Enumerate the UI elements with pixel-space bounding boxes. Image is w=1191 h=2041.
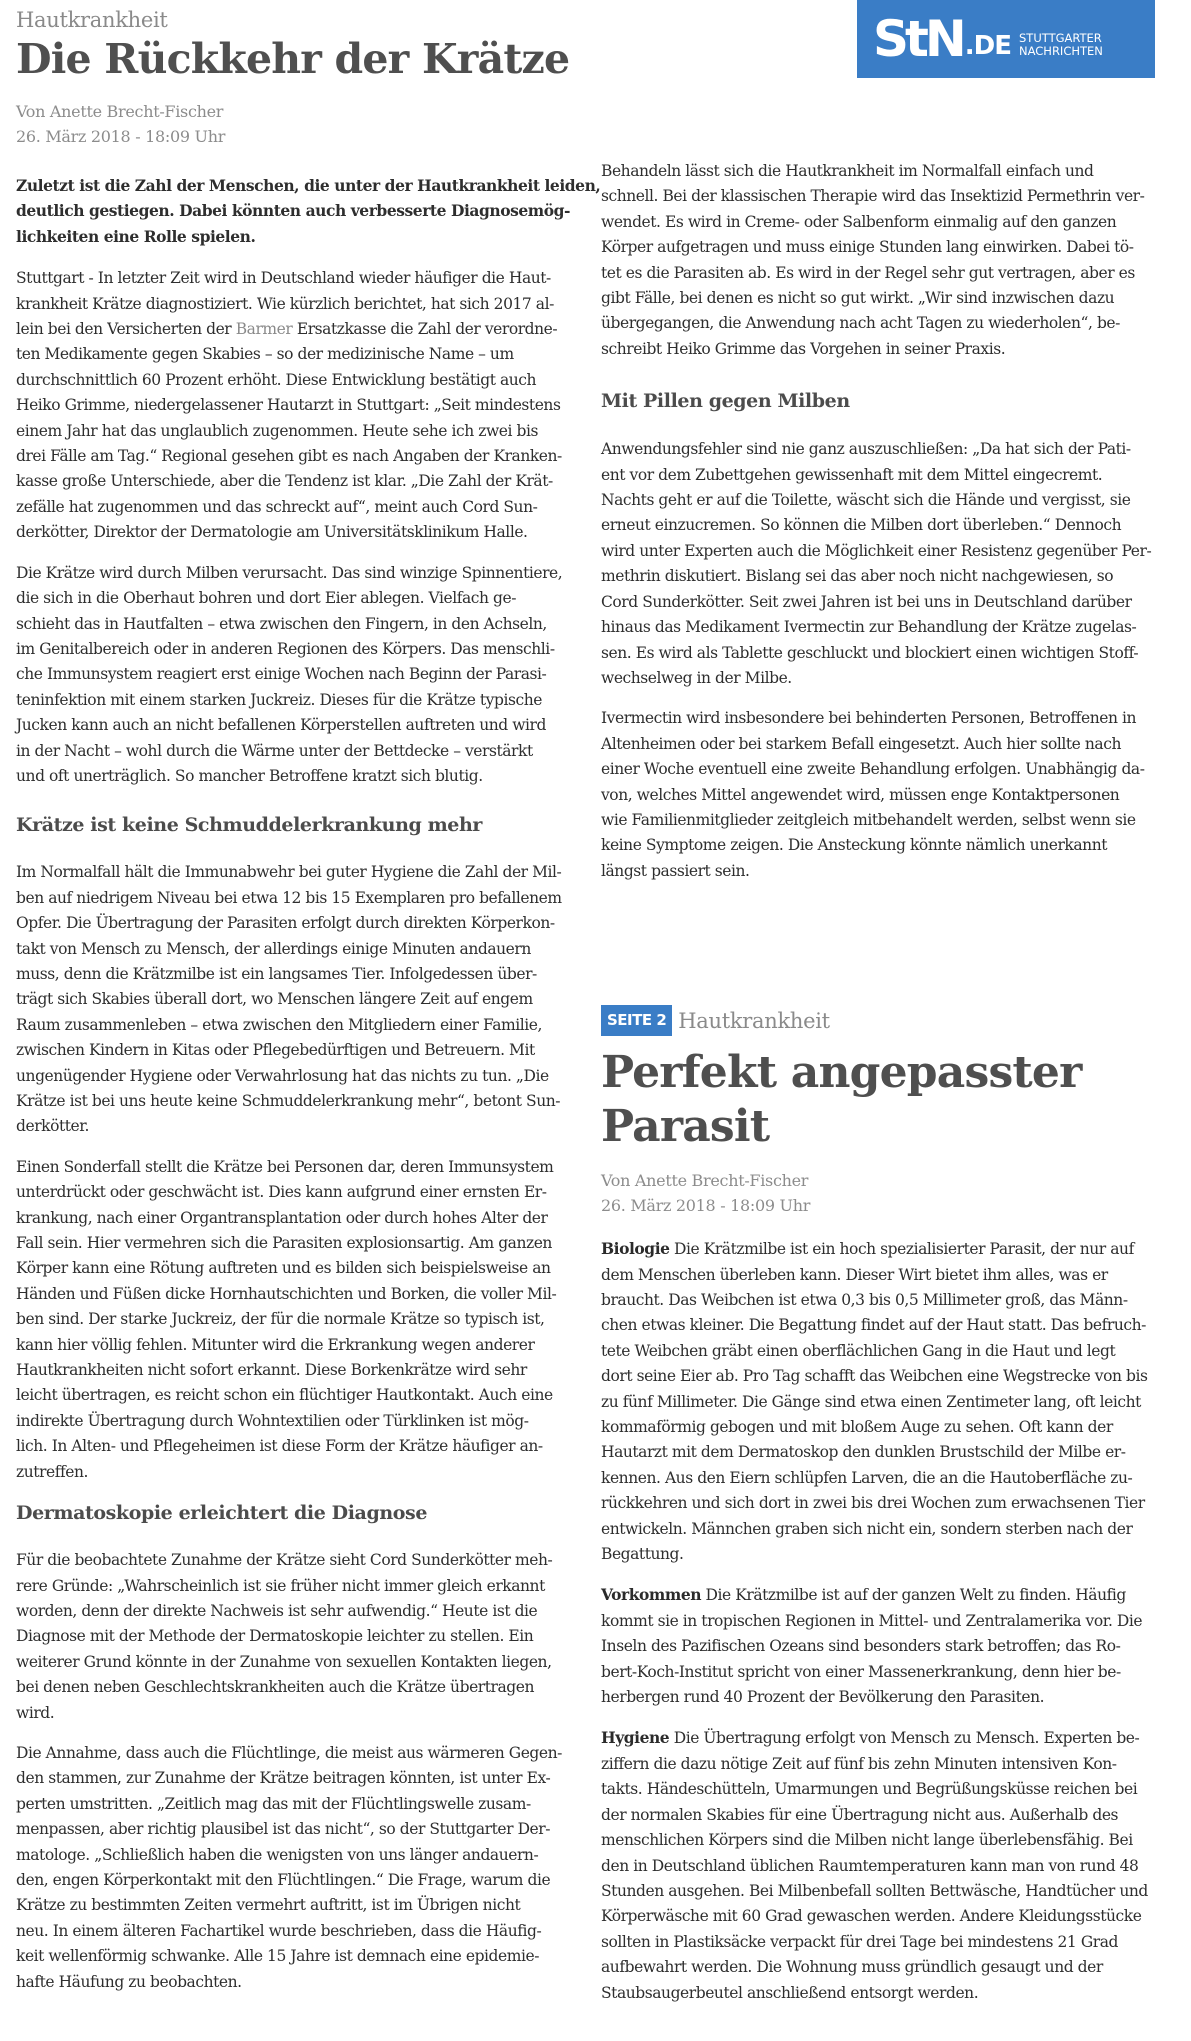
paragraph-line: derkötter. (16, 1117, 89, 1136)
paragraph-line: kommaförmig gebogen und mit bloßem Auge zu sehen. Oft kann der (601, 1418, 1113, 1436)
paragraph-line: trägt sich Skabies überall dort, wo Menschen längere Zeit auf engem (16, 990, 533, 1009)
paragraph-line: Anwendungsfehler sind nie ganz auszuschließen: „Da hat sich der Pati- (601, 440, 1131, 459)
paragraph-line: schreibt Heiko Grimme das Vorgehen in seiner Praxis. (601, 339, 1006, 358)
paragraph-line: einer Woche eventuell eine zweite Behandlung erfolgen. Unabhängig da- (601, 760, 1145, 779)
paragraph-line: che Immunsystem reagiert erst einige Wochen nach Beginn der Parasi- (16, 665, 547, 684)
paragraph-line: Hautarzt mit dem Dermatoskop den dunklen Brustschild der Milbe er- (601, 1443, 1126, 1462)
text-fragment: lein bei den Versicherten der (16, 320, 236, 339)
paragraph-lines (601, 1752, 1171, 2006)
logo-name-line2: NACHRICHTEN (1019, 44, 1103, 58)
paragraph-line: takts. Händeschütteln, Umarmungen und Begrüßungsküsse reichen bei (601, 1780, 1138, 1799)
paragraph-line: muss, denn die Krätzmilbe ist ein langsames Tier. Infolgedessen über- (16, 964, 537, 983)
paragraph-line: gibt Fälle, bei denen es nicht so gut wirkt. „Wir sind inzwischen dazu (601, 289, 1115, 308)
paragraph-line: in der Nacht – wohl durch die Wärme unter der Bettdecke – verstärkt (16, 741, 533, 760)
paragraph-line: perten umstritten. „Zeitlich mag das mit der Flüchtlingswelle zusam- (16, 1794, 531, 1813)
paragraph-line: den, engen Körperkontakt mit den Flüchtlingen.“ Die Frage, warum die (16, 1870, 551, 1889)
paragraph-line: wird unter Experten auch die Möglichkeit einer Resistenz gegenüber Per- (601, 541, 1152, 560)
subhead-schmuddelerkrankung: Krätze ist keine Schmuddelerkrankung mehr (16, 814, 483, 837)
paragraph-line: zutreffen. (16, 1462, 89, 1481)
article1-lead (16, 173, 601, 249)
paragraph-line: Zuletzt ist die Zahl der Menschen, die unter der Hautkrankheit leiden, (16, 176, 601, 195)
paragraph-line: ungenügender Hygiene oder Verwahrlosung hat das nichts zu tun. „Die (16, 1066, 549, 1085)
paragraph-line: Nachts geht er auf die Toilette, wäscht sich die Hände und vergisst, sie (601, 491, 1131, 510)
article2-title (601, 1046, 1171, 1154)
paragraph-line: ben sind. Der starke Juckreiz, der für die normale Krätze so typisch ist, (16, 1310, 545, 1329)
paragraph-line: Körper aufgetragen und muss einige Stunden lang einwirken. Dabei tö- (601, 238, 1134, 257)
paragraph-line: Händen und Füßen dicke Hornhautschichten und Borken, die voller Mil- (16, 1284, 557, 1303)
paragraph-line: dem Menschen überleben kann. Dieser Wirt bietet ihm alles, was er (601, 1265, 1108, 1284)
paragraph-line: derkötter, Direktor der Dermatologie am Universitätsklinikum Halle. (16, 523, 528, 542)
paragraph-line: ben auf niedrigem Niveau bei etwa 12 bis 15 Exemplaren pro befallenem (16, 888, 562, 907)
paragraph-line: Körperwäsche mit 60 Grad gewaschen werden. Andere Kleidungsstücke (601, 1907, 1142, 1926)
paragraph-line: von, welches Mittel angewendet wird, müssen enge Kontaktpersonen (601, 785, 1120, 804)
paragraph-line: ten Medikamente gegen Skabies – so der medizinische Name – um (16, 345, 514, 364)
paragraph-line: Stunden ausgehen. Bei Milbenbefall sollten Bettwäsche, Handtücher und (601, 1881, 1148, 1900)
paragraph-line: hinaus das Medikament Ivermectin zur Behandlung der Krätze zugelas- (601, 618, 1137, 637)
left-column (16, 0, 601, 2010)
paragraph-line: Die Krätze wird durch Milben verursacht. Das sind winzige Spinnentiere, (16, 563, 563, 582)
paragraph-line: Altenheimen oder bei starkem Befall eingesetzt. Auch hier sollte nach (601, 734, 1121, 753)
paragraph-line: schieht das in Hautfalten – etwa zwischen den Fingern, in den Achseln, (16, 614, 547, 633)
page-badge: SEITE 2 (601, 1005, 672, 1036)
paragraph-line: Inseln des Pazifischen Ozeans sind besonders stark betroffen; das Ro- (601, 1637, 1121, 1656)
paragraph-line: einem Jahr hat das unglaublich zugenommen. Heute sehe ich zwei bis (16, 421, 538, 440)
occurrence-paragraph (601, 1582, 1171, 1710)
paragraph-line: matologe. „Schließlich haben die wenigsten von uns länger andauern- (16, 1845, 539, 1864)
article1-paragraph-9 (601, 706, 1171, 884)
paragraph-line: neu. In einem älteren Fachartikel wurde beschrieben, dass die Häufig- (16, 1921, 542, 1940)
paragraph-line: im Genitalbereich oder in anderen Regionen des Körpers. Das menschli- (16, 639, 555, 658)
paragraph-line: Ivermectin wird insbesondere bei behinderten Personen, Betroffenen in (601, 709, 1136, 728)
paragraph-lines (16, 342, 586, 545)
article1-paragraph-6 (16, 1741, 586, 1995)
paragraph-line: zu fünf Millimeter. Die Gänge sind etwa einen Zentimeter lang, oft leicht (601, 1392, 1141, 1411)
paragraph-line: Staubsaugerbeutel anschließend entsorgt werden. (601, 1983, 979, 2002)
paragraph-line: lichkeiten eine Rolle spielen. (16, 226, 256, 246)
paragraph-line: krankheit Krätze diagnostiziert. Wie kürzlich berichtet, hat sich 2017 al- (16, 294, 554, 313)
paragraph-line: worden, denn der direkte Nachweis ist sehr aufwendig.“ Heute ist die (16, 1601, 538, 1620)
paragraph-line: krankung, nach einer Organtransplantation oder durch hohes Alter der (16, 1208, 548, 1227)
article2-date: 26. März 2018 - 18:09 Uhr (601, 1196, 811, 1216)
paragraph-line: Krätze ist bei uns heute keine Schmuddelerkrankung mehr“, betont Sun- (16, 1092, 561, 1110)
paragraph-line: Behandeln lässt sich die Hautkrankheit im Normalfall einfach und (601, 162, 1094, 180)
paragraph-line: rückkehren und sich dort in zwei bis drei Wochen zum erwachsenen Tier (601, 1494, 1145, 1513)
paragraph-line: bert-Koch-Institut spricht von einer Massenerkrankung, denn hier be- (601, 1662, 1121, 1681)
paragraph-line: Opfer. Die Übertragung der Parasiten erfolgt durch direkten Körperkon- (16, 914, 555, 933)
paragraph-line: aufbewahrt werden. Die Wohnung muss gründlich gesaugt und der (601, 1958, 1103, 1977)
paragraph-line: Diagnose mit der Methode der Dermatoskopie leichter zu stellen. Ein (16, 1627, 534, 1646)
article2-title-line2: Parasit (601, 1101, 770, 1153)
subhead-pillen: Mit Pillen gegen Milben (601, 390, 850, 413)
paragraph-line: ent vor dem Zubettgehen gewissenhaft mit dem Mittel eingecremt. (601, 465, 1103, 484)
paragraph-line: die sich in die Oberhaut bohren und dort Eier ablegen. Vielfach ge- (16, 589, 517, 608)
paragraph-line: kommt sie in tropischen Regionen in Mittel- und Zentralamerika vor. Die (601, 1611, 1143, 1630)
article1-paragraph-7 (601, 159, 1171, 362)
paragraph-line: Cord Sunderkötter. Seit zwei Jahren ist bei uns in Deutschland darüber (601, 592, 1132, 611)
paragraph-line: zefälle hat zugenommen und das schreckt auf“, meint auch Cord Sun- (16, 497, 538, 516)
paragraph-line: teninfektion mit einem starken Juckreiz. Dieses für die Krätze typische (16, 690, 542, 709)
article2-kicker-row (601, 1005, 1171, 1036)
paragraph-line: Heiko Grimme, niedergelassener Hautarzt in Stuttgart: „Seit mindestens (16, 396, 561, 415)
paragraph-line (601, 1725, 1171, 1751)
paragraph-line: drei Fälle am Tag.“ Regional gesehen gibt es nach Angaben der Kranken- (16, 447, 562, 466)
article1-paragraph-8 (601, 437, 1171, 691)
paragraph-line: deutlich gestiegen. Dabei könnten auch verbesserte Diagnosemög- (16, 201, 570, 221)
paragraph-line: der normalen Skabies für eine Übertragung nicht aus. Außerhalb des (601, 1805, 1119, 1824)
article1-kicker: Hautkrankheit (16, 8, 168, 32)
logo-name-line1: STUTTGARTER (1019, 31, 1102, 45)
paragraph-line: durchschnittlich 60 Prozent erhöht. Diese Entwicklung bestätigt auch (16, 370, 537, 389)
paragraph-line: lich. In Alten- und Pflegeheimen ist diese Form der Krätze häufiger an- (16, 1437, 543, 1456)
article1-paragraph-3 (16, 860, 586, 1139)
paragraph-line: längst passiert sein. (601, 861, 750, 880)
paragraph-line: herbergen rund 40 Prozent der Bevölkerung den Parasiten. (601, 1688, 1045, 1707)
paragraph-line: indirekte Übertragung durch Wohntextilien oder Türklinken ist mög- (16, 1411, 529, 1430)
paragraph-line: sollten in Plastiksäcke verpackt für drei Tage bei mindestens 21 Grad (601, 1932, 1118, 1951)
article1-paragraph-2 (16, 561, 586, 790)
hygiene-label: Hygiene (601, 1728, 670, 1748)
paragraph-line: den stammen, zur Zunahme der Krätze beitragen könnten, ist unter Ex- (16, 1769, 551, 1788)
paragraph-line: menschlichen Körpers sind die Milben nicht lange überlebensfähig. Bei (601, 1831, 1133, 1850)
text-fragment: Ersatzkasse die Zahl der verordne- (292, 320, 558, 339)
logo-mark: StN (873, 10, 963, 68)
paragraph-line: Raum zusammenleben – etwa zwischen den Mitgliedern einer Familie, (16, 1015, 542, 1034)
article2-title-line1: Perfekt angepasster (601, 1047, 1082, 1099)
paragraph-line: Stuttgart - In letzter Zeit wird in Deutschland wieder häufiger die Haut- (16, 269, 551, 288)
paragraph-line: erneut einzucremen. So können die Milben dort überleben.“ Dennoch (601, 516, 1122, 535)
text-fragment: Die Krätzmilbe ist auf der ganzen Welt zu finden. Häufig (701, 1586, 1126, 1605)
paragraph-line: entwickeln. Männchen graben sich nicht ein, sondern sterben nach der (601, 1519, 1133, 1538)
paragraph-line: Für die beobachtete Zunahme der Krätze sieht Cord Sunderkötter meh- (16, 1551, 553, 1570)
hygiene-paragraph (601, 1725, 1171, 2005)
right-column (601, 0, 1171, 2021)
paragraph-line: weiterer Grund könnte in der Zunahme von sexuellen Kontakten liegen, (16, 1652, 552, 1671)
paragraph-line: Die Annahme, dass auch die Flüchtlinge, die meist aus wärmeren Gegen- (16, 1743, 562, 1762)
text-fragment: Die Krätzmilbe ist ein hoch spezialisierter Parasit, der nur auf (669, 1240, 1134, 1259)
paragraph-line: methrin diskutiert. Bislang sei das aber noch nicht nachgewiesen, so (601, 567, 1114, 586)
paragraph-line: Jucken kann auch an nicht befallenen Körperstellen auftreten und wird (16, 716, 546, 735)
article2-author[interactable]: Von Anette Brecht-Fischer (601, 1171, 809, 1191)
paragraph-line: kasse große Unterschiede, aber die Tendenz ist klar. „Die Zahl der Krät- (16, 472, 553, 491)
paragraph-line: ziffern die dazu nötige Zeit auf fünf bis zehn Minuten intensiven Kon- (601, 1754, 1117, 1773)
text-fragment: Die Übertragung erfolgt von Mensch zu Mensch. Experten be- (669, 1729, 1140, 1748)
article1-date: 26. März 2018 - 18:09 Uhr (16, 127, 226, 146)
paragraph-line: zwischen Kindern in Kitas oder Pflegebedürftigen und Betreuern. Mit (16, 1041, 535, 1060)
paragraph-line: leicht übertragen, es reicht schon ein flüchtiger Hautkontakt. Auch eine (16, 1386, 553, 1405)
article1-title: Die Rückkehr der Krätze (16, 35, 570, 83)
occurrence-label: Vorkommen (601, 1585, 702, 1605)
paragraph-line: Im Normalfall hält die Immunabwehr bei guter Hygiene die Zahl der Mil- (16, 863, 562, 882)
paragraph-line: Begattung. (601, 1545, 684, 1564)
biology-paragraph (601, 1236, 1171, 1567)
paragraph-line (16, 317, 586, 342)
article1-paragraph-5 (16, 1548, 586, 1726)
paragraph-line: wie Familienmitglieder zeitgleich mitbehandelt werden, selbst wenn sie (601, 810, 1136, 829)
paragraph-line: menpassen, aber richtig plausibel ist das nicht“, so der Stuttgarter Der- (16, 1820, 551, 1839)
paragraph-line: hafte Häufung zu beobachten. (16, 1972, 242, 1991)
paragraph-line: Krätze zu bestimmten Zeiten vermehrt auftritt, ist im Übrigen nicht (16, 1896, 521, 1915)
paragraph-line: tet es die Parasiten ab. Es wird in der Regel sehr gut vertragen, aber es (601, 263, 1135, 282)
article2-kicker: Hautkrankheit (678, 1009, 830, 1034)
paragraph-line: dort seine Eier ab. Pro Tag schafft das Weibchen eine Wegstrecke von bis (601, 1367, 1148, 1386)
paragraph-line: übergegangen, die Anwendung nach acht Tagen zu wiederholen“, be- (601, 314, 1120, 333)
paragraph-line: rere Gründe: „Wahrscheinlich ist sie früher nicht immer gleich erkannt (16, 1576, 545, 1595)
paragraph-line: chen etwas kleiner. Die Begattung findet auf der Haut statt. Das befruch- (601, 1316, 1146, 1335)
paragraph-line: braucht. Das Weibchen ist etwa 0,3 bis 0,5 Millimeter groß, das Männ- (601, 1290, 1128, 1309)
paragraph-line: wechselweg in der Milbe. (601, 668, 792, 687)
article1-paragraph-4 (16, 1155, 586, 1485)
biology-label: Biologie (601, 1239, 670, 1259)
paragraph-line: kann hier völlig fehlen. Mitunter wird die Erkrankung wegen anderer (16, 1335, 535, 1354)
paragraph-line: takt von Mensch zu Mensch, der allerdings einige Minuten andauern (16, 939, 531, 958)
paragraph-line: unterdrückt oder geschwächt ist. Dies kann aufgrund einer ernsten Er- (16, 1183, 547, 1202)
logo-domain: .DE (964, 31, 1011, 61)
paragraph-line: den in Deutschland üblichen Raumtemperaturen kann man von rund 48 (601, 1856, 1139, 1875)
paragraph-line: schnell. Bei der klassischen Therapie wird das Insektizid Permethrin ver- (601, 187, 1145, 206)
article1-paragraph-1 (16, 266, 586, 545)
paragraph-line: Fall sein. Hier vermehren sich die Parasiten explosionsartig. Am ganzen (16, 1234, 552, 1253)
paragraph-lines (601, 1263, 1171, 1568)
paragraph-line: Einen Sonderfall stellt die Krätze bei Personen dar, deren Immunsystem (16, 1157, 554, 1176)
article1-author[interactable]: Von Anette Brecht-Fischer (16, 102, 224, 121)
paragraph-line: keine Symptome zeigen. Die Ansteckung könnte nämlich unerkannt (601, 836, 1108, 855)
paragraph-line (601, 1582, 1171, 1608)
paragraph-line (601, 1236, 1171, 1262)
paragraph-line: Körper kann eine Rötung auftreten und es bilden sich beispielsweise an (16, 1259, 551, 1278)
paragraph-line: sen. Es wird als Tablette geschluckt und blockiert einen wichtigen Stoff- (601, 643, 1139, 662)
paragraph-line: wird. (16, 1703, 55, 1722)
barmer-link[interactable]: Barmer (235, 320, 293, 339)
paragraph-line: und oft unerträglich. So mancher Betroffene kratzt sich blutig. (16, 766, 483, 785)
paragraph-line: bei denen neben Geschlechtskrankheiten auch die Krätze übertragen (16, 1678, 535, 1697)
paragraph-lines (601, 1609, 1171, 1711)
paragraph-line: wendet. Es wird in Creme- oder Salbenform einmalig auf den ganzen (601, 212, 1117, 231)
paragraph-line: keit wellenförmig schwanke. Alle 15 Jahre ist demnach eine epidemie- (16, 1947, 540, 1966)
subhead-dermatoskopie: Dermatoskopie erleichtert die Diagnose (16, 1502, 428, 1525)
paragraph-line: Hautkrankheiten nicht sofort erkannt. Diese Borkenkrätze wird sehr (16, 1361, 527, 1380)
paragraph-line: kennen. Aus den Eiern schlüpfen Larven, die an die Hautoberfläche zu- (601, 1468, 1133, 1487)
paragraph-line: tete Weibchen gräbt einen oberflächlichen Gang in die Haut und legt (601, 1341, 1116, 1360)
